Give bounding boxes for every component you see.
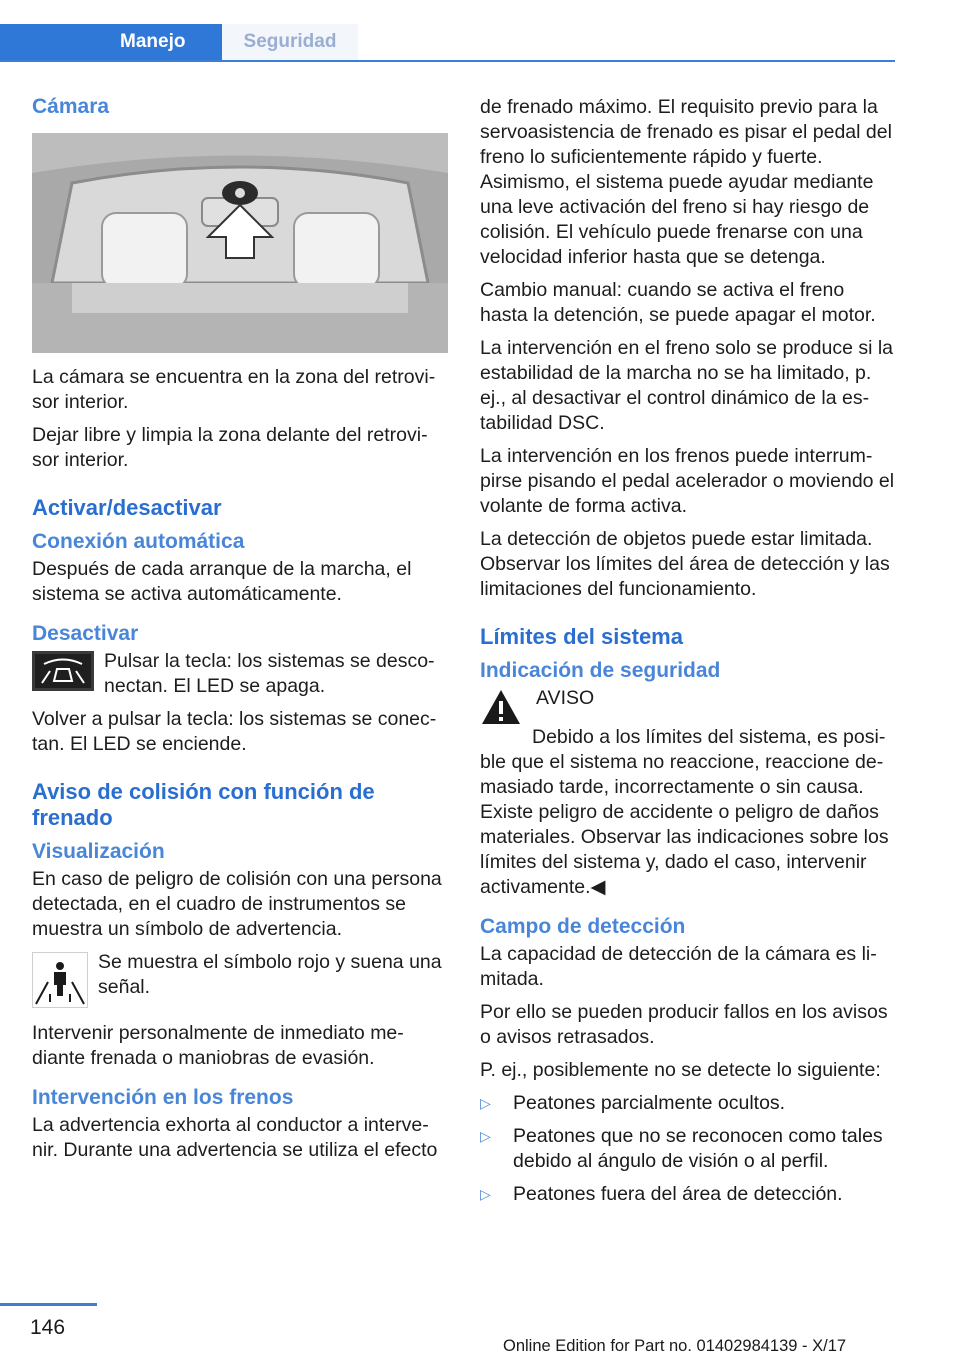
paragraph-aviso: Debido a los límites del sistema, es posi‐ble que el sistema no reaccione, reaccione de‐masiado tarde, incorrectamente o sin causa. Existe peligro de accidente o peligro de daños materiales. Observar las indicaciones sobre los límites del sistema y, dado el caso, intervenir activamente.◀ bbox=[480, 726, 889, 898]
camera-photo-illustration bbox=[32, 133, 448, 353]
heading-aviso-colision: Aviso de colisión con función de frenado bbox=[32, 779, 375, 830]
desactivar-row bbox=[32, 649, 450, 699]
paragraph-visualizacion: En caso de peligro de colisión con una persona detectada, en el cuadro de instrumentos se muestra un símbolo de advertencia. bbox=[32, 868, 442, 940]
footer-divider bbox=[0, 1303, 97, 1306]
pedestrian-symbol-row bbox=[32, 950, 450, 1013]
heading-visualizacion: Visualización bbox=[32, 840, 165, 863]
paragraph-deteccion-limitada: La detección de objetos puede estar limitada. Observar los límites del área de detección y las limitaciones del funcionamiento. bbox=[480, 528, 890, 600]
edition-text: Online Edition for Part no. 01402984139 - X/17 bbox=[503, 1337, 847, 1355]
list-item: ▷ Peatones fuera del área de detección. bbox=[480, 1183, 843, 1205]
bullet-icon: ▷ bbox=[480, 1128, 491, 1144]
paragraph-frenado-maximo: de frenado máximo. El requisito previo para la servoasistencia de frenado es pisar el pedal del freno lo suficientemente rápido y fuerte. Asimismo, el sistema puede ayudar mediante una leve activación del freno si hay riesgo de colisión. El vehículo puede frenarse con una velocidad inferior hasta que se detenga. bbox=[480, 96, 892, 268]
paragraph-reactivar: Volver a pulsar la tecla: los sistemas se conec‐tan. El LED se enciende. bbox=[32, 708, 437, 755]
bullet-icon: ▷ bbox=[480, 1186, 491, 1202]
heading-limites-sistema: Límites del sistema bbox=[480, 624, 683, 649]
rear-window-camera-photo bbox=[32, 133, 448, 353]
paragraph-capacidad: La capacidad de detección de la cámara es li‐mitada. bbox=[480, 943, 877, 990]
header-tabs bbox=[0, 24, 895, 62]
paragraph-no-detecte: P. ej., posiblemente no se detecte lo siguiente: bbox=[480, 1059, 881, 1081]
right-column bbox=[480, 95, 896, 1215]
paragraph-simbolo-rojo: Se muestra el símbolo rojo y suena una señal. bbox=[98, 951, 442, 998]
page-number: 146 bbox=[30, 1316, 66, 1339]
list-item: ▷ Peatones parcialmente ocultos. bbox=[480, 1092, 786, 1114]
bullet-icon: ▷ bbox=[480, 1095, 491, 1111]
heading-indicacion-seguridad: Indicación de seguridad bbox=[480, 659, 721, 682]
paragraph-fallos: Por ello se pueden producir fallos en los avisos o avisos retrasados. bbox=[480, 1001, 888, 1048]
paragraph-intervenir: Intervenir personalmente de inmediato me‐diante frenada o maniobras de evasión. bbox=[32, 1022, 404, 1069]
tab-seguridad[interactable]: Seguridad bbox=[222, 24, 358, 60]
pedestrian-warning-icon bbox=[32, 952, 88, 1013]
aviso-label: AVISO bbox=[536, 687, 595, 709]
left-column bbox=[32, 95, 450, 1171]
paragraph-camara-1: La cámara se encuentra en la zona del retrovi‐sor interior. bbox=[32, 366, 436, 413]
paragraph-cambio-manual: Cambio manual: cuando se activa el freno hasta la detención, se puede apagar el motor. bbox=[480, 279, 876, 326]
heading-activar-desactivar: Activar/desactivar bbox=[32, 495, 222, 520]
collision-warning-button-icon bbox=[32, 651, 94, 696]
list-item: ▷ Peatones que no se reconocen como tales debido al ángulo de visión o al perfil. bbox=[480, 1125, 883, 1172]
paragraph-desactivar: Pulsar la tecla: los sistemas se desco‐nectan. El LED se apaga. bbox=[104, 650, 435, 697]
section-title-camara: Cámara bbox=[32, 95, 110, 118]
heading-campo-deteccion: Campo de detección bbox=[480, 915, 686, 938]
paragraph-camara-2: Dejar libre y limpia la zona delante del retrovi‐sor interior. bbox=[32, 424, 428, 471]
warning-triangle-icon bbox=[480, 688, 522, 731]
paragraph-estabilidad: La intervención en el freno solo se produce si la estabilidad de la marcha no se ha limitado, p. ej., al desactivar el control dinámico de la es‐tabilidad DSC. bbox=[480, 337, 894, 434]
pedestrian-list bbox=[480, 1091, 896, 1207]
heading-desactivar: Desactivar bbox=[32, 622, 139, 645]
heading-intervencion-frenos: Intervención en los frenos bbox=[32, 1086, 294, 1109]
paragraph-intervencion: La advertencia exhorta al conductor a interve‐nir. Durante una advertencia se utiliza el efecto bbox=[32, 1114, 438, 1161]
paragraph-interrumpir: La intervención en los frenos puede interrum‐pirse pisando el pedal acelerador o moviendo el volante de forma activa. bbox=[480, 445, 895, 517]
heading-conexion-automatica: Conexión automática bbox=[32, 530, 245, 553]
paragraph-conexion: Después de cada arranque de la marcha, el sistema se activa automáticamente. bbox=[32, 558, 412, 605]
tab-manejo[interactable]: Manejo bbox=[0, 24, 222, 60]
